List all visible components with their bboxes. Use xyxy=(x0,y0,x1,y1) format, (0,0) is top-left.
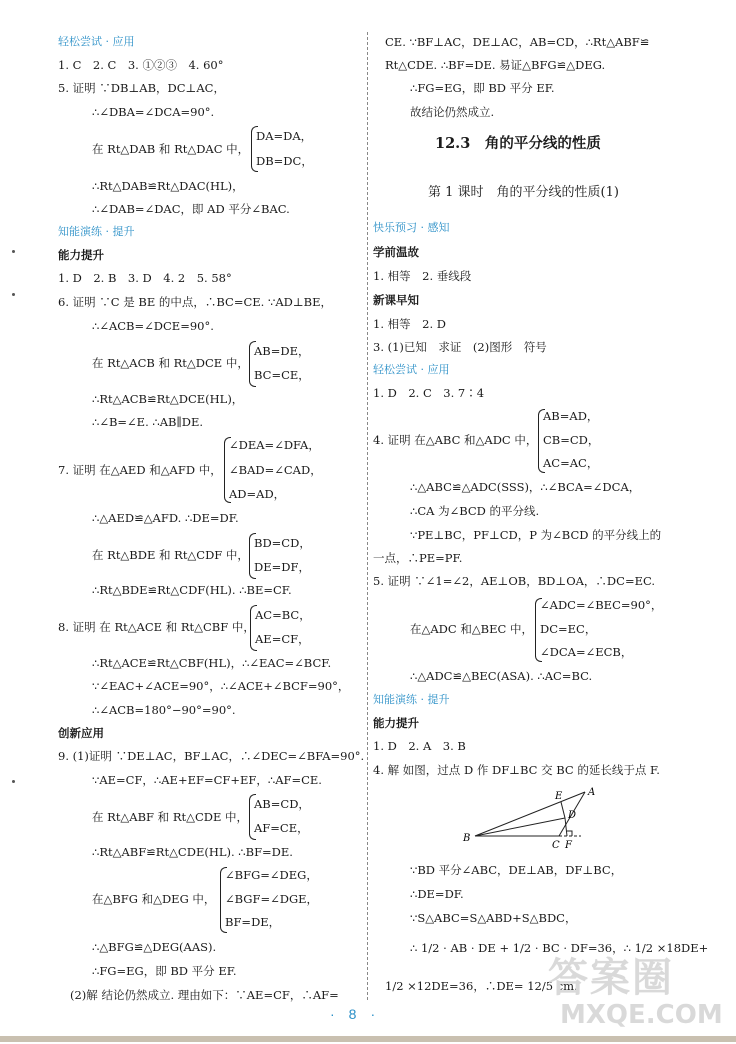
answer-line: ∴△BFG≌△DEG(AAS). xyxy=(92,940,217,954)
answer-line: ∴CA 为∠BCD 的平分线. xyxy=(410,504,540,518)
right-angle-mark xyxy=(567,831,572,836)
section-heading: 轻松尝试 · 应用 xyxy=(58,35,135,48)
answer-line: DC=EC， xyxy=(540,622,597,636)
watermark-logo: 答案圈 xyxy=(548,955,674,1001)
answer-line: AC=BC， xyxy=(255,608,311,622)
answer-line: 1. D 2. A 3. B xyxy=(373,739,466,753)
label-a: A xyxy=(588,787,596,798)
answer-line: 在 Rt△BDE 和 Rt△CDF 中， xyxy=(92,548,249,562)
subheading: 学前温故 xyxy=(373,245,419,259)
answer-line: ∴∠ACB=180°−90°=90°. xyxy=(92,703,236,717)
answer-line: (2)解 结论仍然成立. 理由如下：∵AE=CF，∴AF= xyxy=(70,988,339,1002)
section-heading: 轻松尝试 · 应用 xyxy=(373,363,450,376)
answer-line: AC=AC， xyxy=(543,456,599,470)
answer-line: ∴∠DAB=∠DAC，即 AD 平分∠BAC. xyxy=(92,202,290,216)
answer-line: 7. 证明 在△AED 和△AFD 中， xyxy=(58,463,222,477)
watermark-url: MXQE.COM xyxy=(560,1000,723,1030)
answer-line: ∴Rt△ABF≌Rt△CDE(HL). ∴BF=DE. xyxy=(92,845,293,859)
subheading: 能力提升 xyxy=(373,716,419,730)
answer-line: ∠DCA=∠ECB， xyxy=(540,645,633,659)
answer-line: AF=CE， xyxy=(254,821,309,835)
answer-line: 1. D 2. B 3. D 4. 2 5. 58° xyxy=(58,271,232,285)
answer-line: 5. 证明 ∵∠1=∠2，AE⊥OB，BD⊥OA，∴DC=EC. xyxy=(373,574,656,588)
answer-line: DA=DA， xyxy=(256,129,313,143)
answer-line: 故结论仍然成立. xyxy=(410,105,495,119)
segment-de xyxy=(561,802,565,818)
section-heading: 知能演练 · 提升 xyxy=(58,225,135,238)
answer-line: CE. ∵BF⊥AC，DE⊥AC，AB=CD，∴Rt△ABF≌ xyxy=(385,35,650,49)
answer-line: 在△BFG 和△DEG 中， xyxy=(92,892,216,906)
answer-line: BD=CD， xyxy=(254,536,311,550)
answer-line: 1. 相等 2. 垂线段 xyxy=(373,269,472,283)
margin-dot xyxy=(12,780,15,783)
answer-line: Rt△CDE. ∴BF=DE. 易证△BFG≌△DEG. xyxy=(385,58,606,72)
label-b: B xyxy=(463,833,471,844)
answer-line: 1. C 2. C 3. ①②③ 4. 60° xyxy=(58,58,224,72)
column-divider xyxy=(367,32,368,1000)
answer-line: ∴DE=DF. xyxy=(410,887,464,901)
answer-line: ∠DEA=∠DFA， xyxy=(229,438,320,452)
answer-line: ∠ADC=∠BEC=90°， xyxy=(540,598,663,612)
label-d: D xyxy=(568,810,577,821)
answer-line: ∴△ADC≌△BEC(ASA). ∴AC=BC. xyxy=(410,669,593,683)
label-f: F xyxy=(565,840,572,851)
answer-line: ∴FG=EG，即 BD 平分 EF. xyxy=(410,81,555,95)
answer-line: DB=DC， xyxy=(256,154,313,168)
answer-line: AB=AD， xyxy=(543,409,599,423)
answer-line: ∵BD 平分∠ABC，DE⊥AB，DF⊥BC， xyxy=(410,863,623,877)
answer-line: 3. (1)已知 求证 (2)图形 符号 xyxy=(373,340,547,354)
answer-line: 1/2 ×12DE=36，∴DE= 12/5 cm. xyxy=(385,979,578,993)
margin-dot xyxy=(12,293,15,296)
label-c: C xyxy=(552,840,560,851)
answer-line: CB=CD， xyxy=(543,433,600,447)
answer-line: AD=AD， xyxy=(229,487,286,501)
answer-line: BF=DE， xyxy=(225,915,281,929)
answer-line: 一点，∴PE=PF. xyxy=(373,551,463,565)
subheading: 创新应用 xyxy=(58,726,104,740)
margin-dot xyxy=(12,250,15,253)
answer-line: ∵AE=CF，∴AE+EF=CF+EF，∴AF=CE. xyxy=(92,773,322,787)
answer-line: 5. 证明 ∵DB⊥AB，DC⊥AC， xyxy=(58,81,225,95)
answer-line: ∴∠DBA=∠DCA=90°. xyxy=(92,105,215,119)
segment-df xyxy=(565,818,567,836)
answer-line: ∵∠EAC+∠ACE=90°，∴∠ACE+∠BCF=90°， xyxy=(92,679,350,693)
subheading: 能力提升 xyxy=(58,248,104,262)
answer-line: 在 Rt△ABF 和 Rt△CDE 中， xyxy=(92,810,249,824)
answer-line: ∴FG=EG，即 BD 平分 EF. xyxy=(92,964,237,978)
label-e: E xyxy=(555,791,563,802)
answer-line: ∴∠B=∠E. ∴AB∥DE. xyxy=(92,415,204,429)
answer-line: 在 Rt△DAB 和 Rt△DAC 中， xyxy=(92,142,250,156)
bottom-edge xyxy=(0,1036,736,1042)
answer-line: ∵S△ABC=S△ABD+S△BDC， xyxy=(410,911,577,925)
section-heading: 知能演练 · 提升 xyxy=(373,693,450,706)
geometry-figure xyxy=(455,786,605,856)
answer-line: ∴△AED≌△AFD. ∴DE=DF. xyxy=(92,511,239,525)
answer-line: 6. 证明 ∵C 是 BE 的中点，∴BC=CE. ∵AD⊥BE， xyxy=(58,295,332,309)
answer-line: ∠BAD=∠CAD， xyxy=(229,463,322,477)
segment-bd xyxy=(475,818,565,836)
answer-line: ∴Rt△BDE≌Rt△CDF(HL). ∴BE=CF. xyxy=(92,583,292,597)
answer-line: 在 Rt△ACB 和 Rt△DCE 中， xyxy=(92,356,249,370)
subheading: 新课早知 xyxy=(373,293,419,307)
answer-line: BC=CE， xyxy=(254,368,310,382)
answer-line: ∴Rt△ACB≌Rt△DCE(HL)， xyxy=(92,392,244,406)
chapter-title: 12.3 角的平分线的性质 xyxy=(435,135,601,152)
answer-line: 9. (1)证明 ∵DE⊥AC，BF⊥AC，∴∠DEC=∠BFA=90°. xyxy=(58,749,365,763)
answer-line: ∴Rt△DAB≌Rt△DAC(HL)， xyxy=(92,179,244,193)
answer-line: 4. 解 如图，过点 D 作 DF⊥BC 交 BC 的延长线于点 F. xyxy=(373,763,660,777)
answer-line: 4. 证明 在△ABC 和△ADC 中， xyxy=(373,433,538,447)
answer-line: 1. D 2. C 3. 7∶4 xyxy=(373,386,485,400)
answer-line: ∴ 1/2 · AB · DE + 1/2 · BC · DF=36，∴ 1/2 ×18DE+ xyxy=(410,941,709,955)
lesson-title: 第 1 课时 角的平分线的性质(1) xyxy=(428,185,619,200)
answer-line: ∵PE⊥BC，PF⊥CD，P 为∠BCD 的平分线上的 xyxy=(410,528,662,542)
answer-line: ∴Rt△ACE≌Rt△CBF(HL)，∴∠EAC=∠BCF. xyxy=(92,656,332,670)
page-number: · 8 · xyxy=(330,1006,376,1022)
answer-line: AB=CD， xyxy=(254,797,310,811)
answer-line: ∠BGF=∠DGE， xyxy=(225,892,319,906)
answer-line: ∴△ABC≌△ADC(SSS)，∴∠BCA=∠DCA， xyxy=(410,480,641,494)
answer-line: 1. 相等 2. D xyxy=(373,317,446,331)
answer-line: ∴∠ACB=∠DCE=90°. xyxy=(92,319,214,333)
answer-line: DE=DF， xyxy=(254,560,310,574)
answer-line: ∠BFG=∠DEG， xyxy=(225,868,318,882)
answer-line: 8. 证明 在 Rt△ACE 和 Rt△CBF 中， xyxy=(58,620,255,634)
section-heading: 快乐预习 · 感知 xyxy=(373,221,450,234)
answer-line: AB=DE， xyxy=(254,344,310,358)
answer-line: AE=CF， xyxy=(255,632,310,646)
answer-line: 在△ADC 和△BEC 中， xyxy=(410,622,533,636)
